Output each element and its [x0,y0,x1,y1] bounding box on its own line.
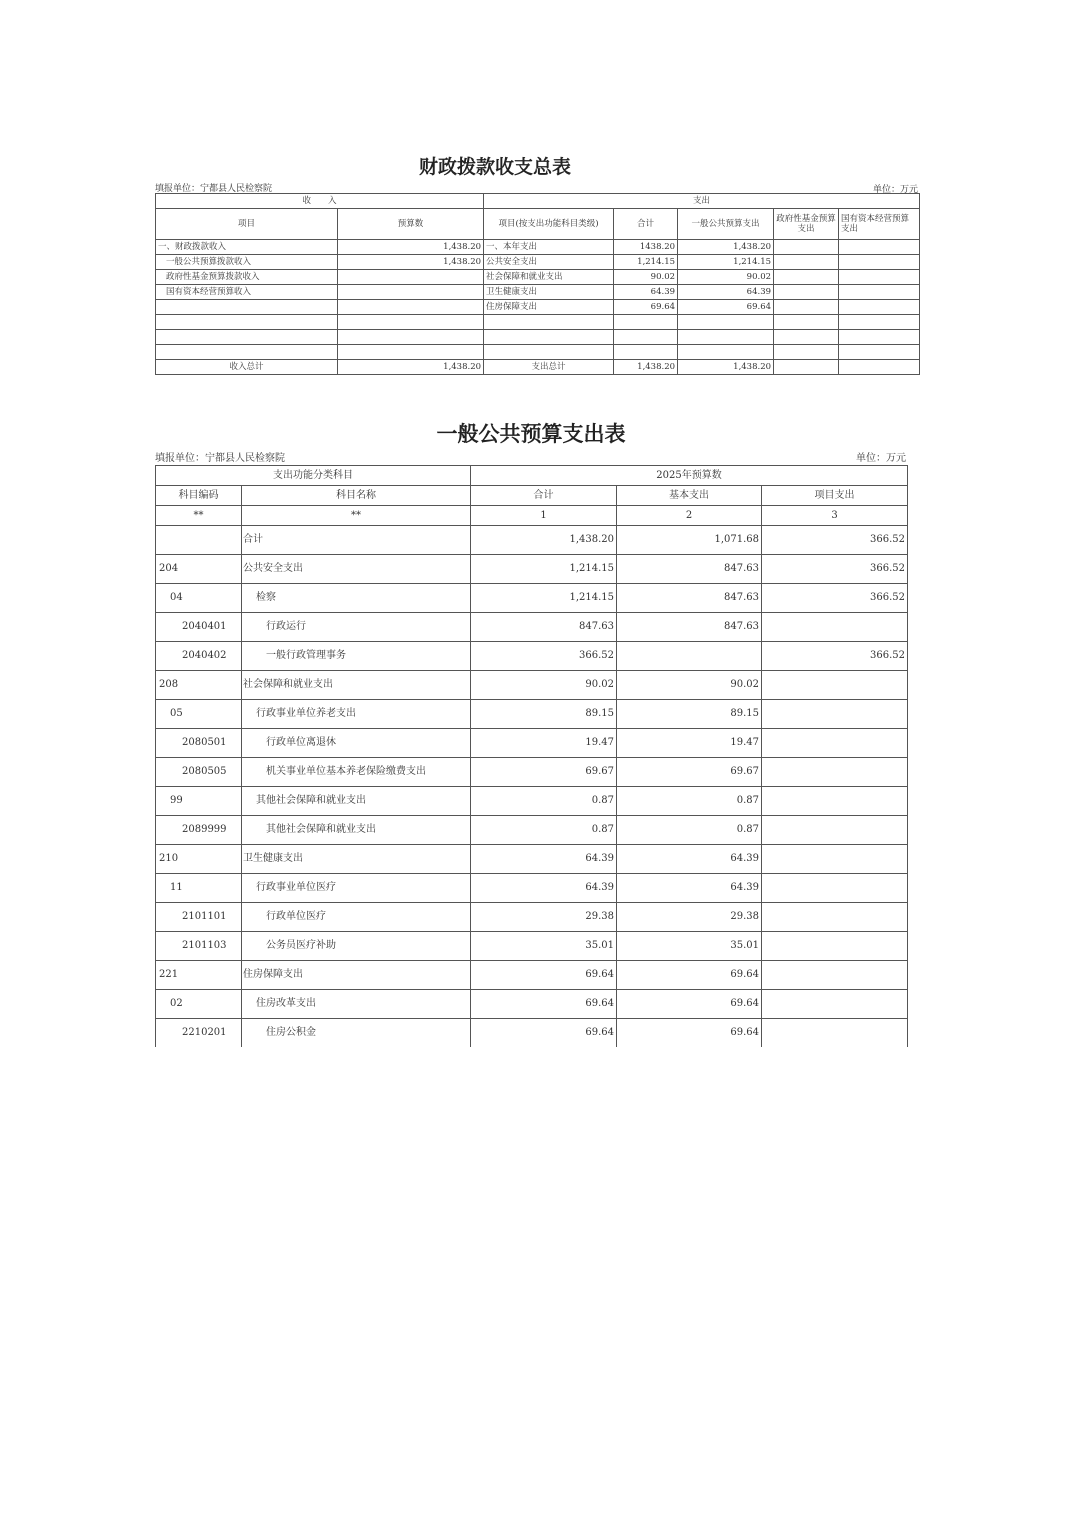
state-capital-value [839,315,920,330]
income-value [338,270,484,285]
category-header: 支出功能分类科目 [156,466,471,486]
project-value [762,700,908,729]
total-value: 29.38 [471,903,617,932]
expense-total [614,315,678,330]
total-value: 1,214.15 [471,555,617,584]
general-budget-value [678,330,774,345]
expense-total-label: 支出总计 [484,360,614,375]
basic-value: 847.63 [617,584,762,613]
general-budget-value: 1,214.15 [678,255,774,270]
state-capital-value [839,330,920,345]
gov-fund-value [774,345,839,360]
expense-item [484,315,614,330]
project-value [762,874,908,903]
expense-item [484,330,614,345]
subject-code: 02 [156,990,242,1019]
basic-value: 0.87 [617,787,762,816]
budget-row [156,729,908,758]
summary-row [156,255,920,270]
subject-name: 行政运行 [242,613,471,642]
project-value [762,758,908,787]
expense-header: 支出 [484,194,920,209]
income-item [156,300,338,315]
income-value [338,300,484,315]
gov-fund-header: 政府性基金预算支出 [774,209,839,240]
subject-name: 行政事业单位医疗 [242,874,471,903]
general-budget-value: 90.02 [678,270,774,285]
subject-code: 2040402 [156,642,242,671]
subject-code: 2210201 [156,1019,242,1048]
subject-name: 公务员医疗补助 [242,932,471,961]
subject-name: 住房公积金 [242,1019,471,1048]
budget-row [156,787,908,816]
gov-fund-total-value [774,360,839,375]
basic-value: 847.63 [617,555,762,584]
subject-code: 208 [156,671,242,700]
basic-value: 29.38 [617,903,762,932]
basic-value: 69.64 [617,961,762,990]
subject-code: 99 [156,787,242,816]
basic-value: 69.64 [617,1019,762,1048]
budget-row [156,584,908,613]
basic-value: 64.39 [617,874,762,903]
subject-name: 卫生健康支出 [242,845,471,874]
budget-row [156,961,908,990]
basic-value: 64.39 [617,845,762,874]
basic-value: 69.67 [617,758,762,787]
expense-total-value: 1,438.20 [614,360,678,375]
gov-fund-value [774,300,839,315]
state-capital-value [839,345,920,360]
subject-name: 一般行政管理事务 [242,642,471,671]
project-value: 366.52 [762,555,908,584]
project-value: 366.52 [762,526,908,555]
project-header: 项目支出 [762,486,908,506]
subject-name: 公共安全支出 [242,555,471,584]
expense-item: 公共安全支出 [484,255,614,270]
table2-title: 一般公共预算支出表 [436,421,626,446]
basic-value: 0.87 [617,816,762,845]
expense-total-header: 合计 [614,209,678,240]
table1-title: 财政拨款收支总表 [418,156,571,178]
project-value: 366.52 [762,584,908,613]
expense-total: 64.39 [614,285,678,300]
state-capital-value [839,240,920,255]
budget-row [156,671,908,700]
total-value: 64.39 [471,845,617,874]
project-value [762,613,908,642]
expense-item: 社会保障和就业支出 [484,270,614,285]
summary-row [156,285,920,300]
income-value [338,315,484,330]
income-total-label: 收入总计 [156,360,338,375]
expense-total: 1,214.15 [614,255,678,270]
project-value [762,729,908,758]
income-budget-header: 预算数 [338,209,484,240]
total-value: 69.64 [471,961,617,990]
col-index-1: 1 [471,506,617,526]
general-budget-value: 1,438.20 [678,240,774,255]
total-value: 64.39 [471,874,617,903]
expense-item [484,345,614,360]
basic-value: 69.64 [617,990,762,1019]
income-value [338,345,484,360]
project-value [762,787,908,816]
code-header: 科目编码 [156,486,242,506]
budget-row [156,758,908,787]
subject-name: 机关事业单位基本养老保险缴费支出 [242,758,471,787]
budget-row [156,642,908,671]
state-capital-value [839,255,920,270]
total-value: 89.15 [471,700,617,729]
subject-name: 其他社会保障和就业支出 [242,816,471,845]
budget-row [156,816,908,845]
income-item: 一般公共预算拨款收入 [156,255,338,270]
income-item [156,315,338,330]
total-value: 69.67 [471,758,617,787]
total-value: 69.64 [471,1019,617,1048]
state-capital-header: 国有资本经营预算支出 [839,209,920,240]
expense-total: 69.64 [614,300,678,315]
income-item: 国有资本经营预算收入 [156,285,338,300]
expense-item: 住房保障支出 [484,300,614,315]
project-value [762,671,908,700]
name-star: ** [242,506,471,526]
gov-fund-value [774,330,839,345]
summary-row [156,300,920,315]
subject-name: 行政事业单位养老支出 [242,700,471,729]
basic-value: 847.63 [617,613,762,642]
budget-row [156,990,908,1019]
total-value: 366.52 [471,642,617,671]
gov-fund-value [774,255,839,270]
subject-code: 05 [156,700,242,729]
subject-code: 2080505 [156,758,242,787]
subject-name: 住房改革支出 [242,990,471,1019]
income-value: 1,438.20 [338,240,484,255]
income-header: 收 入 [156,194,484,209]
budget-row [156,903,908,932]
subject-code: 11 [156,874,242,903]
expense-total: 90.02 [614,270,678,285]
project-value [762,903,908,932]
expense-item: 卫生健康支出 [484,285,614,300]
table1-currency-unit: 单位：万元 [872,185,918,195]
total-value: 19.47 [471,729,617,758]
general-public-budget-expense-table [155,465,908,1047]
budget-row [156,932,908,961]
basic-value: 1,071.68 [617,526,762,555]
state-capital-value [839,270,920,285]
subject-code [156,526,242,555]
subject-name: 行政单位医疗 [242,903,471,932]
state-capital-total-value [839,360,920,375]
budget-row [156,874,908,903]
expense-item-header: 项目(按支出功能科目类级) [484,209,614,240]
subject-name: 行政单位离退休 [242,729,471,758]
table2-reporting-unit: 填报单位：宁都县人民检察院 [155,453,285,464]
subject-code: 2089999 [156,816,242,845]
project-value [762,1019,908,1048]
general-total-value: 1,438.20 [678,360,774,375]
subject-code: 2101103 [156,932,242,961]
expense-total [614,345,678,360]
total-header: 合计 [471,486,617,506]
total-value: 847.63 [471,613,617,642]
state-capital-value [839,300,920,315]
expense-total [614,330,678,345]
income-value [338,330,484,345]
subject-code: 04 [156,584,242,613]
total-value: 0.87 [471,816,617,845]
project-value: 366.52 [762,642,908,671]
project-value [762,961,908,990]
gov-fund-value [774,270,839,285]
subject-code: 210 [156,845,242,874]
gov-fund-value [774,315,839,330]
general-budget-value [678,315,774,330]
subject-name: 合计 [242,526,471,555]
income-item: 政府性基金预算拨款收入 [156,270,338,285]
basic-value [617,642,762,671]
col-index-2: 2 [617,506,762,526]
general-budget-value [678,345,774,360]
subject-code: 204 [156,555,242,584]
budget-year-header: 2025年预算数 [471,466,908,486]
total-value: 90.02 [471,671,617,700]
subject-code: 2040401 [156,613,242,642]
income-item: 一、财政拨款收入 [156,240,338,255]
budget-row [156,845,908,874]
summary-row [156,345,920,360]
subject-name: 其他社会保障和就业支出 [242,787,471,816]
income-value: 1,438.20 [338,255,484,270]
fiscal-appropriation-summary-table [155,193,920,375]
col-index-3: 3 [762,506,908,526]
income-item [156,345,338,360]
general-budget-value: 64.39 [678,285,774,300]
project-value [762,932,908,961]
gov-fund-value [774,285,839,300]
expense-total: 1438.20 [614,240,678,255]
expense-item: 一、本年支出 [484,240,614,255]
summary-row [156,240,920,255]
project-value [762,816,908,845]
table1-reporting-unit: 填报单位：宁都县人民检察院 [155,184,273,194]
income-total-value: 1,438.20 [338,360,484,375]
budget-row [156,700,908,729]
basic-value: 19.47 [617,729,762,758]
total-value: 69.64 [471,990,617,1019]
total-value: 0.87 [471,787,617,816]
subject-name: 社会保障和就业支出 [242,671,471,700]
budget-row [156,1019,908,1048]
total-value: 1,438.20 [471,526,617,555]
total-value: 35.01 [471,932,617,961]
gov-fund-value [774,240,839,255]
table2-currency-unit: 单位：万元 [856,453,906,464]
budget-row [156,555,908,584]
project-value [762,990,908,1019]
summary-row [156,270,920,285]
code-star: ** [156,506,242,526]
budget-row [156,613,908,642]
basic-value: 90.02 [617,671,762,700]
income-item [156,330,338,345]
income-item-header: 项目 [156,209,338,240]
basic-value: 89.15 [617,700,762,729]
general-budget-value: 69.64 [678,300,774,315]
subject-code: 221 [156,961,242,990]
subject-name: 检察 [242,584,471,613]
general-budget-header: 一般公共预算支出 [678,209,774,240]
subject-name: 住房保障支出 [242,961,471,990]
total-value: 1,214.15 [471,584,617,613]
state-capital-value [839,285,920,300]
budget-row [156,526,908,555]
income-value [338,285,484,300]
summary-row [156,330,920,345]
name-header: 科目名称 [242,486,471,506]
project-value [762,845,908,874]
basic-value: 35.01 [617,932,762,961]
subject-code: 2101101 [156,903,242,932]
summary-row [156,315,920,330]
subject-code: 2080501 [156,729,242,758]
basic-header: 基本支出 [617,486,762,506]
